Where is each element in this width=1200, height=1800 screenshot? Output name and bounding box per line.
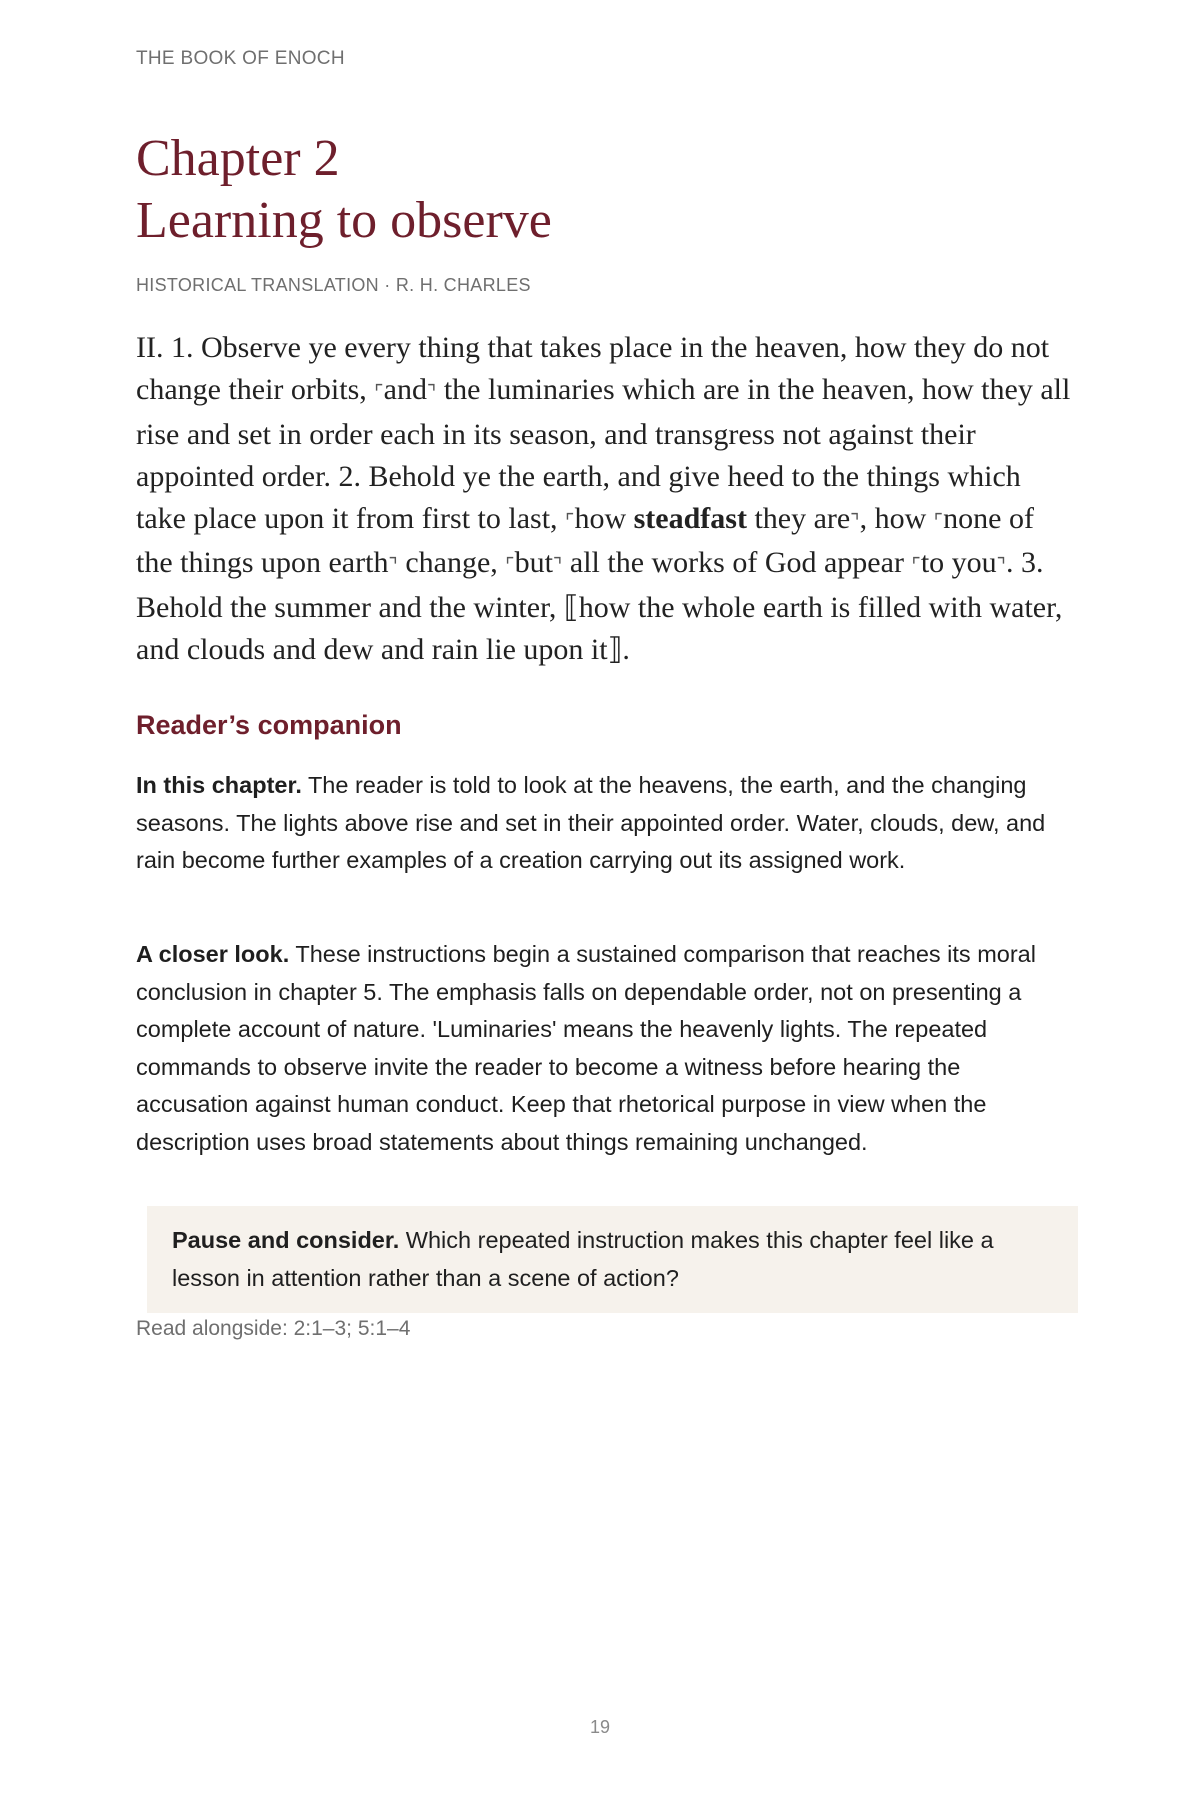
close-corner-mark: ⌝ (426, 380, 437, 405)
scripture-segment: all the works of God appear (562, 546, 912, 580)
scripture-segment: how the whole earth is filled with water, and clouds and dew and rain lie upon it (136, 590, 1063, 667)
close-double-bracket: ⟧ (607, 633, 623, 667)
close-corner-mark: ⌝ (996, 553, 1007, 578)
scripture-segment: but (514, 546, 553, 580)
open-corner-mark: ⌜ (911, 553, 921, 578)
scripture-segment: . (622, 633, 630, 667)
scripture-segment: they are (746, 502, 851, 536)
open-corner-mark: ⌜ (933, 509, 944, 534)
closer-look-text: These instructions begin a sustained comparison that reaches its moral conclusion in chapter 5. The emphasis falls on dependable order, not on presenting a complete account of nature. 'Luminaries' means the heavenly lights. The repeated commands to observe invite the reader to become a witness before hearing the accusation against human conduct. Keep that rhetorical purpose in view when the description uses broad statements about things remaining unchanged. (136, 941, 1036, 1155)
scripture-emphasis: steadfast (633, 502, 747, 536)
scripture-segment: to you (920, 546, 997, 580)
open-double-bracket: ⟦ (563, 590, 579, 624)
scripture-segment: none of the things upon earth (136, 502, 1034, 580)
open-corner-mark: ⌜ (374, 380, 384, 405)
page-number: 19 (589, 1717, 611, 1737)
pause-label: Pause and consider. (172, 1227, 400, 1253)
scripture-segment: change, (397, 546, 506, 580)
scripture-segment: how (574, 502, 634, 536)
scripture-segment: , how (859, 502, 934, 536)
pause-text: Which repeated instruction makes this chapter feel like a lesson in attention rather than a scene of action? (172, 1227, 994, 1291)
in-this-chapter-label: In this chapter. (136, 772, 302, 798)
scripture-segment: the luminaries which are in the heaven, how they all rise and set in order each in its season, and transgress not against their appointed order. 2. Behold ye the earth, and give heed to the things which take place upon it from first to last, (136, 373, 1071, 536)
translation-note: HISTORICAL TRANSLATION · R. H. CHARLES (136, 275, 531, 295)
chapter-number: Chapter 2 (136, 130, 340, 187)
chapter-title (136, 128, 552, 252)
chapter-subtitle: Learning to observe (136, 192, 552, 249)
scripture-segment: . 3. Behold the summer and the winter, (136, 546, 1044, 624)
close-corner-mark: ⌝ (850, 509, 860, 534)
scripture-segment: and (383, 373, 427, 407)
close-corner-mark: ⌝ (388, 553, 398, 578)
close-corner-mark: ⌝ (553, 553, 563, 578)
read-alongside: Read alongside: 2:1–3; 5:1–4 (136, 1317, 411, 1340)
companion-heading: Reader’s companion (136, 710, 402, 740)
pause-and-consider-callout (147, 1206, 1078, 1313)
open-corner-mark: ⌜ (565, 509, 575, 534)
scripture-text (136, 327, 1076, 671)
in-this-chapter-text: The reader is told to look at the heavens, the earth, and the changing seasons. The lights above rise and set in their appointed order. Water, clouds, dew, and rain become further examples of a creation carrying out its assigned work. (136, 772, 1046, 873)
in-this-chapter-paragraph (136, 767, 1076, 880)
closer-look-label: A closer look. (136, 941, 290, 967)
running-head: THE BOOK OF ENOCH (136, 48, 345, 69)
scripture-segment: II. 1. Observe ye every thing that takes place in the heaven, how they do not change their orbits, (136, 331, 1050, 407)
open-corner-mark: ⌜ (505, 553, 515, 578)
closer-look-paragraph (136, 936, 1076, 1161)
